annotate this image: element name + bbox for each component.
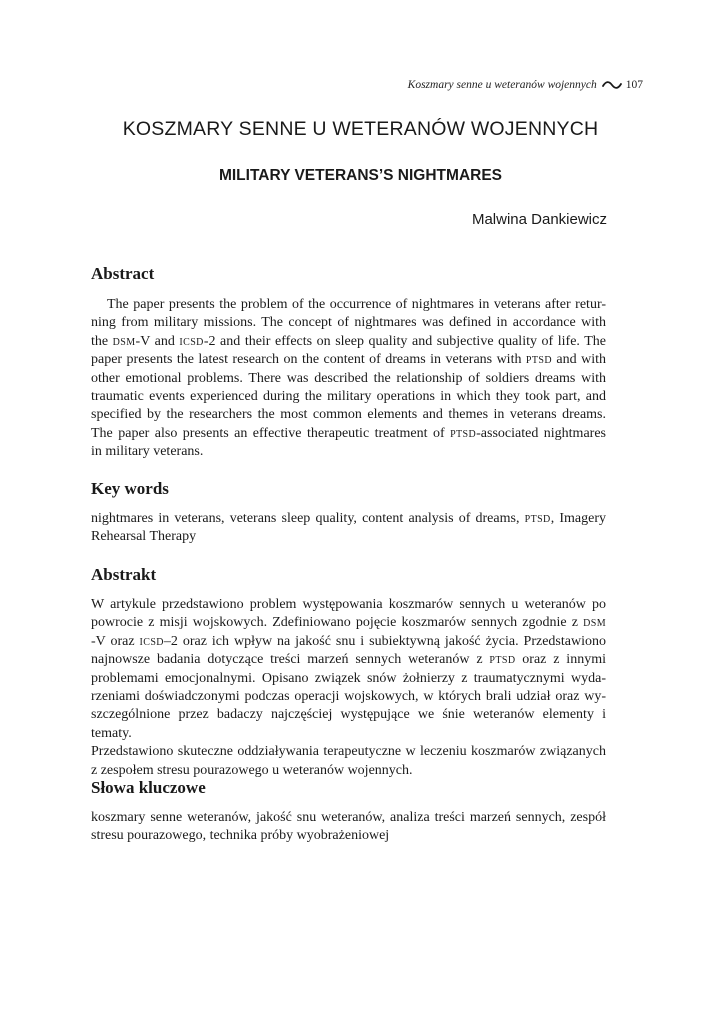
abstrakt-line: powrocie z misji wojskowych. Zdefiniowano pojęcie koszmarów sennych zgodnie z dsm [91, 615, 606, 631]
slowa-kluczowe-line: koszmary senne weteranów, jakość snu weteranów, analiza treści marzeń sennych, zespół [91, 810, 606, 825]
page-number: 107 [625, 79, 643, 91]
author-name: Malwina Dankiewicz [471, 211, 607, 228]
keywords-line: Rehearsal Therapy [91, 529, 197, 545]
abstract-line: in military veterans. [91, 444, 204, 460]
abstrakt-line: szczególnione przez badaczy najczęściej występujące we śnie weteranów elementy i tematy. [91, 707, 606, 741]
abstract-line: specified by the researchers the most common elements and themes in veterans dreams. [91, 407, 606, 423]
slowa-kluczowe-body [91, 809, 606, 846]
abstract-body [91, 296, 606, 462]
slowa-kluczowe-heading: Słowa kluczowe [91, 778, 206, 797]
abstract-line: the dsm-V and icsd-2 and their effects on sleep quality and subjective quality of life. The [91, 333, 607, 349]
abstrakt-line: najnowsze badania dotyczące treści marzeń sennych weteranów z ptsd oraz z innymi [91, 652, 606, 668]
abstrakt-line: rzeniami doświadczonymi podczas operacji wojskowych, w których brali udział oraz wy- [91, 689, 606, 705]
abstract-line: The paper also presents an effective therapeutic treatment of ptsd-associated nightmares [91, 425, 606, 441]
abstract-line: paper presents the latest research on the content of dreams in veterans with ptsd and with [91, 352, 606, 368]
running-head [408, 79, 643, 91]
abstrakt-line: problemami emocjonalnymi. Opisano związek snów żołnierzy z traumatycznymi wyda- [91, 670, 606, 686]
keywords-line: nightmares in veterans, veterans sleep quality, content analysis of dreams, ptsd, Imagery [91, 511, 606, 526]
abstract-line: The paper presents the problem of the occurrence of nightmares in veterans after retur- [107, 297, 606, 312]
abstrakt-line: z zespołem stresu pourazowego u weteranów wojennych. [91, 762, 413, 778]
running-head-title: Koszmary senne u weteranów wojennych [407, 79, 597, 91]
abstract-line: ning from military missions. The concept of nightmares was defined in accordance with [91, 315, 606, 331]
slowa-kluczowe-line: stresu pourazowego, technika próby wyobrażeniowej [91, 828, 390, 844]
abstract-line: traumatic events experienced during the military operations in which they took part, and [91, 389, 606, 405]
article-title-polish: KOSZMARY SENNE U WETERANÓW WOJENNYCH [122, 118, 599, 140]
keywords-heading: Key words [91, 479, 169, 498]
wave-ornament-icon [602, 80, 622, 90]
abstrakt-line: W artykule przedstawiono problem występowania koszmarów sennych u weteranów po [91, 597, 606, 612]
abstrakt-line: -V oraz icsd–2 oraz ich wpływ na jakość snu i subiektywną jakość życia. Przedstawiono [91, 633, 606, 649]
article-title-english: MILITARY VETERANS’S NIGHTMARES [218, 167, 503, 184]
abstract-heading: Abstract [91, 264, 155, 283]
abstrakt-line: Przedstawiono skuteczne oddziaływania terapeutyczne w leczeniu koszmarów związanych [91, 744, 606, 760]
keywords-body [91, 510, 606, 547]
abstrakt-body [91, 596, 606, 780]
abstrakt-heading: Abstrakt [91, 565, 157, 584]
abstract-line: other emotional problems. There was described the relationship of soldiers dreams with [91, 370, 606, 386]
